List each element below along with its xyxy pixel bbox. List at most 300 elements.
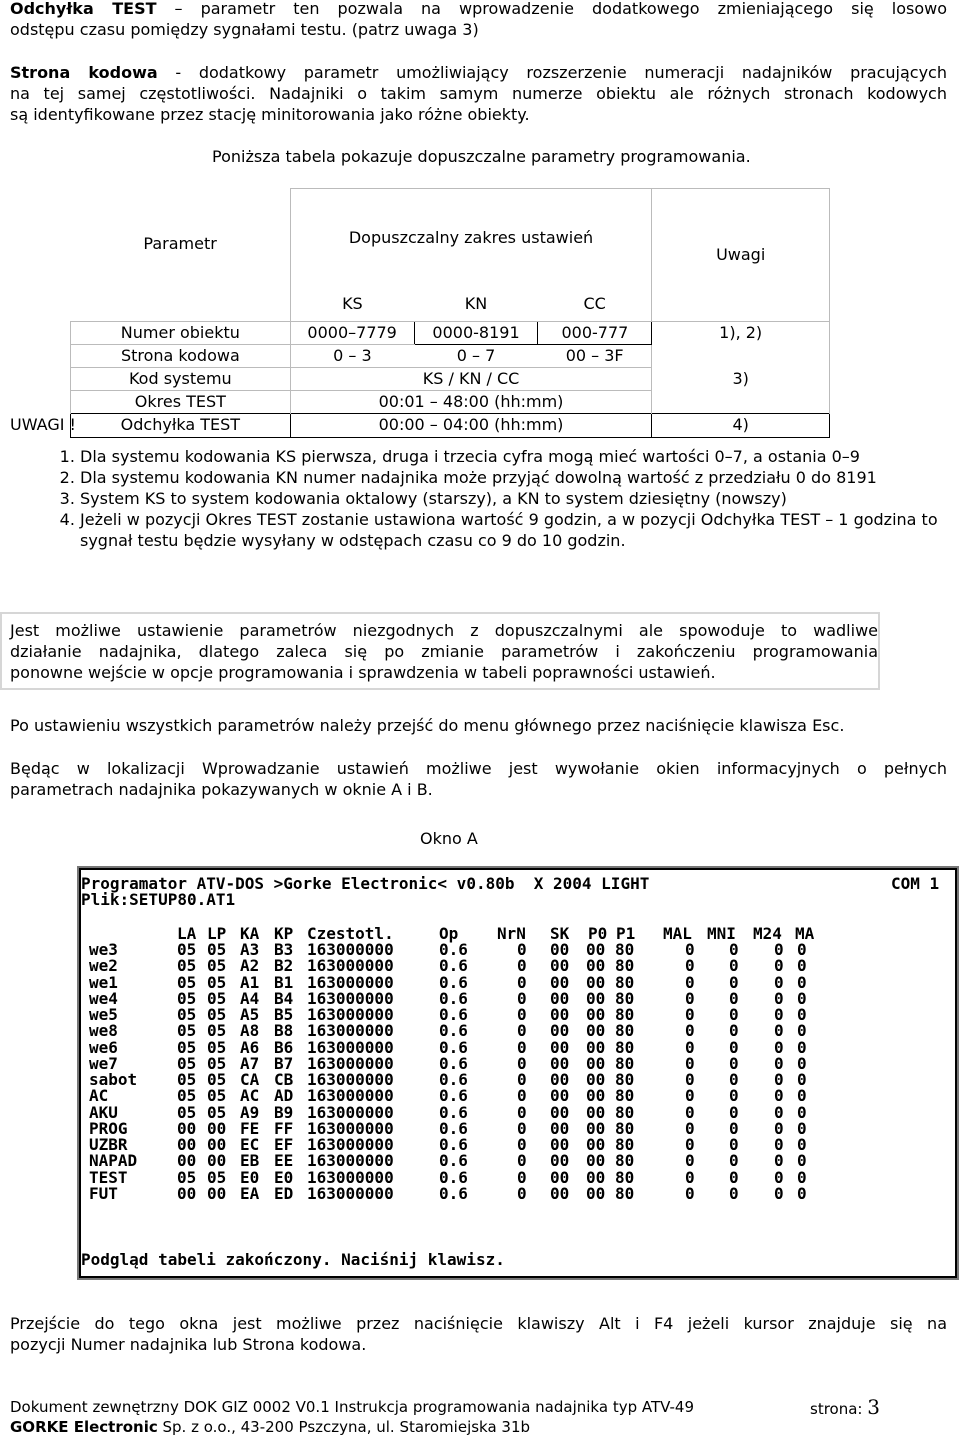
warning-note-box: [0, 612, 880, 690]
dos-cell: 80: [615, 988, 635, 1008]
dos-cell: 0: [517, 972, 527, 992]
dos-cell: 0: [797, 1118, 807, 1138]
dos-cell: A5: [240, 1005, 260, 1024]
dos-cell: 05: [207, 1005, 227, 1024]
dos-cell: 0.6: [439, 972, 468, 992]
param-name: Numer obiektu: [71, 321, 291, 344]
dos-cell: 0: [517, 1070, 527, 1089]
dos-cell: AD: [274, 1086, 294, 1106]
dos-cell: 0: [685, 1167, 695, 1187]
header-parametr: Parametr: [143, 233, 217, 253]
dos-cell: EF: [274, 1135, 294, 1154]
dos-column-header: P0: [588, 924, 608, 943]
param-ks: 0 – 3: [290, 344, 414, 367]
dos-cell: FUT: [89, 1183, 118, 1203]
dos-cell: 0: [797, 1005, 807, 1024]
dos-cell: 05: [207, 1037, 227, 1057]
param-kn: 0 – 7: [414, 344, 538, 367]
dos-cell: EB: [240, 1151, 260, 1171]
dos-cell: 05: [207, 988, 227, 1008]
dos-cell: 80: [615, 1086, 635, 1106]
dos-cell: 0: [774, 1167, 784, 1187]
dos-cell: 0: [517, 1135, 527, 1154]
dos-screenshot: [77, 866, 959, 1280]
dos-cell: 0: [774, 1070, 784, 1089]
dos-cell: EE: [274, 1151, 294, 1171]
dos-cell: 05: [207, 956, 227, 976]
dos-cell: 00: [207, 1135, 227, 1154]
dos-cell: 00: [586, 1102, 606, 1122]
dos-cell: 163000000: [307, 1151, 394, 1171]
dos-cell: 05: [207, 1053, 227, 1073]
dos-cell: 0: [797, 972, 807, 992]
dos-cell: CA: [240, 1070, 260, 1089]
dos-cell: 00: [550, 972, 570, 992]
dos-cell: 80: [615, 1102, 635, 1122]
dos-cell: B2: [274, 956, 294, 976]
dos-cell: 0: [729, 1037, 739, 1057]
dos-cell: 0.6: [439, 988, 468, 1008]
dos-cell: 0: [774, 1037, 784, 1057]
dos-cell: B9: [274, 1102, 294, 1122]
param-range: KS / KN / CC: [290, 367, 652, 390]
dos-cell: sabot: [89, 1070, 138, 1089]
dos-cell: 0: [685, 1086, 695, 1106]
dos-cell: 05: [177, 956, 197, 976]
dos-cell: 0: [797, 1021, 807, 1041]
dos-cell: 0.6: [439, 1151, 468, 1171]
dos-cell: 00: [586, 1151, 606, 1171]
dos-cell: EC: [240, 1135, 260, 1154]
dos-cell: NAPAD: [89, 1151, 138, 1171]
dos-cell: 80: [615, 1053, 635, 1073]
footer-company: [10, 1418, 530, 1437]
param-range: 00:00 – 04:00 (hh:mm): [290, 413, 652, 437]
dos-cell: 0: [729, 1053, 739, 1073]
dos-file: Plik:SETUP80.AT1: [81, 890, 236, 909]
footer-page: [810, 1395, 880, 1419]
dos-column-header: MNI: [707, 924, 736, 943]
dos-cell: 0: [797, 1183, 807, 1203]
dos-cell: 0: [729, 1005, 739, 1024]
dos-cell: 00: [586, 940, 606, 959]
dos-cell: B6: [274, 1037, 294, 1057]
strona-desc1: - dodatkowy parametr umożliwiający rozszerzenie numeracji nadajników pracujących: [157, 63, 947, 82]
header-cc: CC: [538, 288, 652, 322]
dos-cell: ED: [274, 1183, 294, 1203]
dos-cell: 00: [207, 1151, 227, 1171]
dos-cell: AC: [89, 1086, 109, 1106]
dos-cell: 00: [586, 1118, 606, 1138]
dos-cell: 0: [517, 1151, 527, 1171]
dos-cell: 0: [685, 1102, 695, 1122]
dos-cell: we2: [89, 956, 118, 976]
dos-cell: 163000000: [307, 1167, 394, 1187]
dos-cell: A6: [240, 1037, 260, 1057]
dos-cell: A4: [240, 988, 260, 1008]
dos-cell: 00: [550, 1102, 570, 1122]
dos-cell: 80: [615, 972, 635, 992]
dos-column-header: SK: [550, 924, 570, 943]
dos-cell: 0: [685, 1118, 695, 1138]
dos-cell: 163000000: [307, 956, 394, 976]
footer-company-name: GORKE Electronic: [10, 1418, 158, 1436]
dos-cell: 80: [615, 1005, 635, 1024]
dos-cell: B7: [274, 1053, 294, 1073]
dos-cell: 00: [550, 1167, 570, 1187]
param-name: Strona kodowa: [71, 344, 291, 367]
dos-cell: 0.6: [439, 1102, 468, 1122]
dos-cell: 0: [774, 1118, 784, 1138]
dos-cell: 0.6: [439, 1070, 468, 1089]
dos-cell: 00: [550, 1086, 570, 1106]
dos-cell: 0: [797, 1070, 807, 1089]
dos-cell: 80: [615, 956, 635, 976]
table-row: [71, 413, 830, 437]
dos-cell: FE: [240, 1118, 260, 1138]
param-range: 00:01 – 48:00 (hh:mm): [290, 390, 652, 413]
dos-cell: 0.6: [439, 1086, 468, 1106]
dos-cell: 00: [586, 1086, 606, 1106]
dos-cell: 80: [615, 1167, 635, 1187]
dos-cell: 0: [685, 1037, 695, 1057]
dos-status-row: [81, 1250, 505, 1269]
dos-cell: A1: [240, 972, 260, 992]
dos-cell: 0: [729, 1183, 739, 1203]
dos-cell: 0: [774, 1151, 784, 1171]
dos-cell: FF: [274, 1118, 294, 1138]
dos-column-header: P1: [616, 924, 636, 943]
dos-screen-area: [81, 870, 955, 1276]
dos-status: Podgląd tabeli zakończony. Naciśnij klawisz.: [81, 1250, 505, 1269]
dos-cell: 0: [517, 1021, 527, 1041]
dos-cell: 0: [517, 1037, 527, 1057]
param-cc: 00 – 3F: [538, 344, 652, 367]
dos-cell: 163000000: [307, 1070, 394, 1089]
dos-cell: E0: [240, 1167, 260, 1187]
strona-term: Strona kodowa: [10, 63, 158, 82]
esc-text: Po ustawieniu wszystkich parametrów należy przejść do menu głównego przez naciśnięcie klawisza Esc.: [10, 716, 845, 735]
dos-cell: 0: [774, 972, 784, 992]
param-name: Odchyłka TEST: [71, 413, 291, 437]
dos-cell: 00: [586, 1037, 606, 1057]
dos-cell: 163000000: [307, 1021, 394, 1041]
param-ks: 0000–7779: [290, 321, 414, 344]
dos-cell: 80: [615, 1135, 635, 1154]
dos-cell: 0: [774, 1183, 784, 1203]
odchylka-term: Odchyłka TEST: [10, 0, 157, 18]
dos-cell: 00: [550, 940, 570, 959]
param-uwagi: [652, 344, 830, 367]
dos-cell: 00: [586, 1005, 606, 1024]
dos-cell: 05: [207, 1086, 227, 1106]
dos-cell: 80: [615, 940, 635, 959]
dos-cell: 0: [797, 1135, 807, 1154]
dos-cell: 0.6: [439, 1037, 468, 1057]
dos-column-header: LP: [207, 924, 227, 943]
dos-cell: 0: [685, 1183, 695, 1203]
dos-cell: 0: [729, 1102, 739, 1122]
uwagi-label: UWAGI !: [10, 415, 76, 434]
dos-cell: 0.6: [439, 1021, 468, 1041]
dos-cell: 0: [685, 988, 695, 1008]
strona-line1: [10, 62, 947, 83]
dos-cell: 0: [774, 988, 784, 1008]
dos-cell: A2: [240, 956, 260, 976]
dos-cell: A9: [240, 1102, 260, 1122]
footer-company-address: Sp. z o.o., 43-200 Pszczyna, ul. Staromiejska 31b: [157, 1418, 531, 1436]
param-uwagi: 1), 2): [652, 321, 830, 344]
dos-cell: 00: [550, 1135, 570, 1154]
dos-cell: 05: [207, 1021, 227, 1041]
dos-cell: B3: [274, 940, 294, 959]
param-uwagi: [652, 390, 830, 413]
dos-cell: we4: [89, 988, 118, 1008]
dos-cell: we7: [89, 1053, 118, 1073]
dos-cell: 0: [685, 1005, 695, 1024]
dos-cell: 00: [207, 1183, 227, 1203]
dos-cell: 00: [586, 1135, 606, 1154]
dos-cell: 0.6: [439, 1053, 468, 1073]
dos-cell: 05: [207, 1070, 227, 1089]
dos-cell: 163000000: [307, 1005, 394, 1024]
dos-cell: A3: [240, 940, 260, 959]
dos-cell: 0.6: [439, 1118, 468, 1138]
table-row: [71, 321, 830, 344]
dos-cell: 05: [177, 1005, 197, 1024]
dos-column-header: Czestotl.: [307, 924, 394, 943]
dos-cell: 00: [550, 1070, 570, 1089]
dos-cell: 00: [586, 1183, 606, 1203]
dos-cell: 05: [177, 972, 197, 992]
okno-title: Okno A: [420, 829, 478, 848]
odchylka-desc1: – parametr ten pozwala na wprowadzenie dodatkowego zmieniającego się losowo: [156, 0, 947, 18]
table-intro: Poniższa tabela pokazuje dopuszczalne parametry programowania.: [212, 147, 751, 166]
dos-cell: 05: [207, 940, 227, 959]
dos-cell: 0: [517, 1118, 527, 1138]
dos-column-header: Op: [439, 924, 459, 943]
uwagi-item: 2. Dla systemu kodowania KN numer nadajnika może przyjąć dowolną wartość z przedziału 0 do 8191: [80, 467, 950, 488]
param-uwagi: 3): [652, 367, 830, 390]
dos-cell: 163000000: [307, 1183, 394, 1203]
strona-line2: na tej samej częstotliwości. Nadajniki o takim samym numerze obiektu ale różnych stronach kodowych: [10, 84, 947, 103]
header-kn: KN: [414, 288, 538, 322]
dos-cell: 00: [177, 1118, 197, 1138]
info-line2: parametrach nadajnika pokazywanych w oknie A i B.: [10, 780, 433, 799]
dos-cell: 0: [729, 1086, 739, 1106]
dos-cell: A8: [240, 1021, 260, 1041]
dos-cell: 0: [517, 988, 527, 1008]
dos-cell: 0: [729, 956, 739, 976]
dos-cell: 00: [586, 1167, 606, 1187]
dos-cell: 00: [586, 1021, 606, 1041]
dos-cell: 163000000: [307, 940, 394, 959]
dos-cell: 00: [207, 1118, 227, 1138]
dos-cell: 0.6: [439, 940, 468, 959]
param-name: Okres TEST: [71, 390, 291, 413]
dos-cell: 0: [774, 1021, 784, 1041]
dos-cell: 00: [550, 1021, 570, 1041]
dos-cell: 05: [177, 1086, 197, 1106]
note-line: Jest możliwe ustawienie parametrów niezgodnych z dopuszczalnymi ale spowoduje to wadliwe: [10, 621, 878, 640]
header-zakres: Dopuszczalny zakres ustawień: [290, 189, 652, 288]
dos-cell: 00: [177, 1135, 197, 1154]
dos-cell: 163000000: [307, 1135, 394, 1154]
dos-cell: we5: [89, 1005, 118, 1024]
dos-cell: 163000000: [307, 1102, 394, 1122]
dos-cell: 0.6: [439, 956, 468, 976]
dos-cell: 05: [177, 1037, 197, 1057]
dos-cell: 0: [685, 1021, 695, 1041]
uwagi-list: [0, 446, 950, 551]
dos-cell: 05: [177, 1021, 197, 1041]
dos-cell: 163000000: [307, 1118, 394, 1138]
dos-cell: UZBR: [89, 1135, 128, 1154]
dos-cell: 00: [586, 956, 606, 976]
dos-column-header: NrN: [497, 924, 526, 943]
header-uwagi: Uwagi: [652, 189, 830, 322]
dos-cell: 0: [517, 940, 527, 959]
dos-cell: 05: [177, 1102, 197, 1122]
dos-cell: 05: [207, 1167, 227, 1187]
dos-cell: 00: [550, 1151, 570, 1171]
dos-cell: 163000000: [307, 1037, 394, 1057]
dos-cell: 80: [615, 1183, 635, 1203]
dos-cell: 0: [797, 1151, 807, 1171]
dos-cell: 163000000: [307, 1053, 394, 1073]
table-row: [71, 344, 830, 367]
dos-cell: 0: [517, 1102, 527, 1122]
dos-cell: 0: [729, 972, 739, 992]
dos-cell: 00: [586, 972, 606, 992]
dos-cell: 00: [550, 1183, 570, 1203]
dos-column-header: KA: [240, 924, 260, 943]
dos-cell: 0: [774, 940, 784, 959]
param-kn: 0000-8191: [414, 321, 538, 344]
param-name: Kod systemu: [71, 367, 291, 390]
dos-cell: 0: [685, 1151, 695, 1171]
dos-cell: 163000000: [307, 972, 394, 992]
dos-cell: 163000000: [307, 988, 394, 1008]
table-row: [71, 390, 830, 413]
note-line: ponowne wejście w opcje programowania i sprawdzenia w tabeli poprawności ustawień.: [10, 663, 716, 682]
dos-cell: 0: [797, 1037, 807, 1057]
dos-cell: 0: [517, 1086, 527, 1106]
dos-cell: 0.6: [439, 1135, 468, 1154]
odchylka-line2: odstępu czasu pomiędzy sygnałami testu. (patrz uwaga 3): [10, 20, 479, 39]
dos-column-header: KP: [274, 924, 294, 943]
dos-cell: 00: [550, 988, 570, 1008]
dos-cell: 0: [797, 940, 807, 959]
param-cc: 000-777: [538, 321, 652, 344]
dos-cell: EA: [240, 1183, 260, 1203]
dos-cell: 163000000: [307, 1086, 394, 1106]
after-line1: Przejście do tego okna jest możliwe przez naciśnięcie klawiszy Alt i F4 jeżeli kursor znajduje się na: [10, 1314, 947, 1333]
dos-cell: 0: [729, 1135, 739, 1154]
dos-cell: 0: [685, 1070, 695, 1089]
dos-cell: 0: [517, 1183, 527, 1203]
dos-cell: B4: [274, 988, 294, 1008]
dos-cell: 0.6: [439, 1167, 468, 1187]
dos-cell: 0: [797, 1053, 807, 1073]
dos-cell: 0: [685, 956, 695, 976]
dos-file-row: [81, 890, 236, 909]
dos-cell: 05: [177, 1167, 197, 1187]
dos-cell: 80: [615, 1118, 635, 1138]
dos-cell: B5: [274, 1005, 294, 1024]
dos-cell: 0: [729, 940, 739, 959]
dos-cell: 00: [177, 1151, 197, 1171]
dos-cell: 0: [797, 988, 807, 1008]
dos-cell: 80: [615, 1037, 635, 1057]
dos-cell: 00: [177, 1183, 197, 1203]
dos-cell: AKU: [89, 1102, 118, 1122]
uwagi-item: 4. Jeżeli w pozycji Okres TEST zostanie ustawiona wartość 9 godzin, a w pozycji Odchyłka TEST – 1 godzina to sygnał testu będzie wysyłany w odstępach czasu co 9 do 10 godzin.: [80, 509, 950, 551]
dos-cell: 80: [615, 1151, 635, 1171]
dos-cell: E0: [274, 1167, 294, 1187]
dos-cell: CB: [274, 1070, 294, 1089]
odchylka-line1: [10, 0, 947, 19]
dos-cell: 0: [774, 1135, 784, 1154]
dos-cell: we8: [89, 1021, 118, 1041]
dos-com-port: COM 1: [891, 874, 940, 893]
dos-cell: 0: [797, 956, 807, 976]
dos-column-header: MAL: [663, 924, 692, 943]
dos-cell: 0: [729, 988, 739, 1008]
dos-cell: 0: [685, 940, 695, 959]
dos-cell: B1: [274, 972, 294, 992]
dos-cell: 00: [550, 1053, 570, 1073]
dos-cell: B8: [274, 1021, 294, 1041]
parameters-table: [70, 188, 830, 438]
footer-doc: Dokument zewnętrzny DOK GIZ 0002 V0.1 Instrukcja programowania nadajnika typ ATV-49: [10, 1398, 695, 1416]
footer-page-number: 3: [867, 1395, 880, 1419]
dos-cell: 0.6: [439, 1005, 468, 1024]
dos-cell: 00: [550, 956, 570, 976]
info-line1: Będąc w lokalizacji Wprowadzanie ustawień możliwe jest wywołanie okien informacyjnych o pełnych: [10, 759, 947, 778]
dos-cell: 0: [517, 1005, 527, 1024]
note-line: działanie nadajnika, dlatego zaleca się po zmianie parametrów i zakończeniu programowania: [10, 642, 878, 661]
dos-cell: 0: [517, 1167, 527, 1187]
dos-cell: 0: [774, 1086, 784, 1106]
dos-cell: we3: [89, 940, 118, 959]
dos-cell: 05: [207, 1102, 227, 1122]
param-uwagi: 4): [652, 413, 830, 437]
dos-cell: 05: [177, 940, 197, 959]
uwagi-item: 1. Dla systemu kodowania KS pierwsza, druga i trzecia cyfra mogą mieć wartości 0–7, a ostania 0–9: [80, 446, 950, 467]
dos-cell: 80: [615, 1021, 635, 1041]
footer-page-label: strona:: [810, 1400, 863, 1418]
dos-cell: 0: [517, 956, 527, 976]
header-ks: KS: [290, 288, 414, 322]
dos-cell: 0: [729, 1070, 739, 1089]
table-row: [71, 367, 830, 390]
dos-cell: 0.6: [439, 1183, 468, 1203]
dos-cell: A7: [240, 1053, 260, 1073]
dos-cell: 0: [774, 1005, 784, 1024]
dos-cell: 0: [774, 956, 784, 976]
dos-cell: 0: [774, 1102, 784, 1122]
dos-cell: 05: [207, 972, 227, 992]
dos-cell: 0: [729, 1021, 739, 1041]
dos-cell: 0: [797, 1167, 807, 1187]
dos-title: Programator ATV-DOS >Gorke Electronic< v0.80b X 2004 LIGHT: [81, 874, 650, 893]
uwagi-item: 3. System KS to system kodowania oktalowy (starszy), a KN to system dziesiętny (nowszy): [80, 488, 950, 509]
dos-cell: 00: [586, 1053, 606, 1073]
dos-cell: 0: [729, 1118, 739, 1138]
dos-cell: 00: [586, 1070, 606, 1089]
dos-cell: 0: [797, 1086, 807, 1106]
